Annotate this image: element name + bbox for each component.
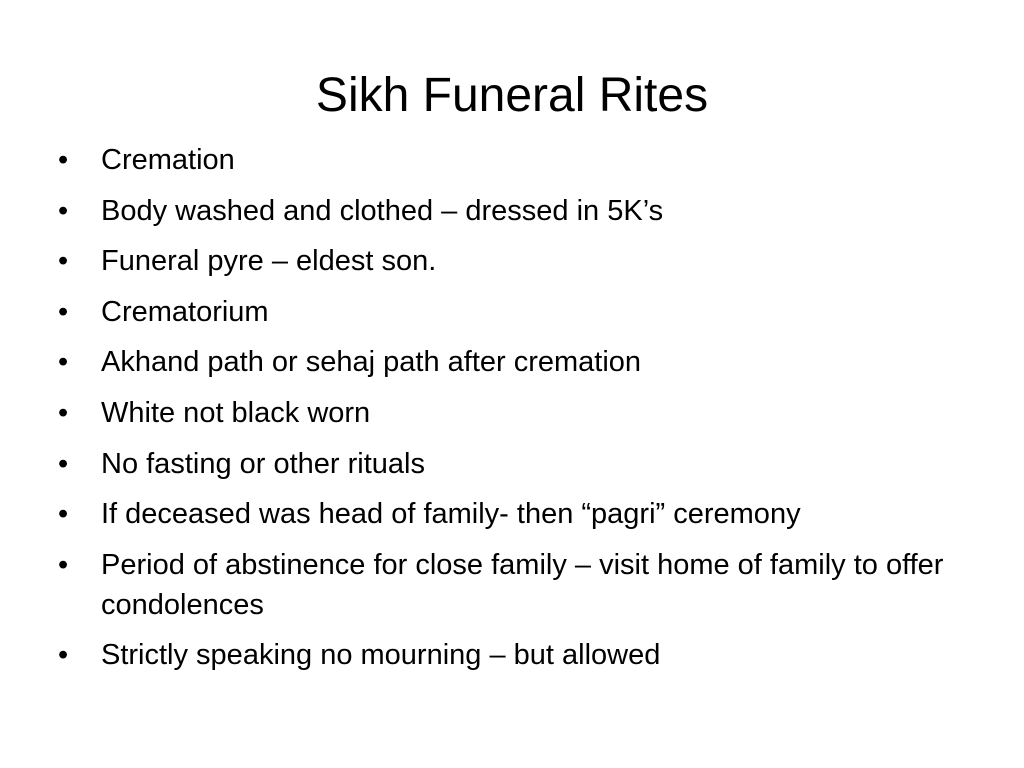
bullet-icon: • [58,396,69,429]
bullet-item-mourning [58,635,978,675]
bullet-text: Strictly speaking no mourning – but allowed [101,639,661,672]
bullet-icon: • [58,346,69,379]
bullet-text: Akhand path or sehaj path after cremation [101,346,642,379]
bullet-icon: • [58,295,69,328]
bullet-item-funeral-pyre [58,241,978,281]
bullet-item-abstinence [58,545,978,625]
bullet-item-pagri-ceremony [58,494,978,534]
bullet-text: No fasting or other rituals [101,447,425,480]
bullet-item-crematorium [58,292,978,332]
bullet-item-body-washed [58,191,978,231]
bullet-icon: • [58,498,69,531]
bullet-text: Body washed and clothed – dressed in 5K’s [101,194,664,227]
bullet-text: Funeral pyre – eldest son. [101,245,437,278]
bullet-icon: • [58,194,69,227]
bullet-list [58,140,978,686]
bullet-icon: • [58,447,69,480]
bullet-icon: • [58,548,69,581]
bullet-icon: • [58,639,69,672]
bullet-text: If deceased was head of family- then “pagri” ceremony [101,498,801,531]
slide-title: Sikh Funeral Rites [315,69,709,122]
bullet-text: Period of abstinence for close family – visit home of family to offer condolences [101,548,944,621]
bullet-icon: • [58,144,69,176]
bullet-text: White not black worn [101,396,371,429]
bullet-icon: • [58,245,69,278]
bullet-item-akhand-path [58,342,978,382]
bullet-text: Crematorium [101,295,269,328]
bullet-item-white-worn [58,393,978,433]
bullet-item-no-fasting [58,444,978,484]
bullet-text: Cremation [101,144,235,176]
bullet-item-cremation [58,140,978,180]
